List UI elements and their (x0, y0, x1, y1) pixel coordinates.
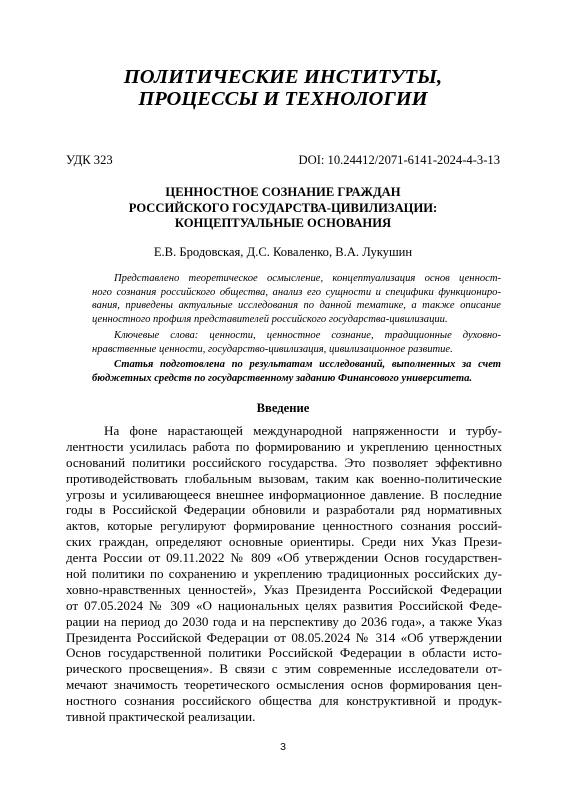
body-line: ховно-нравственных ценностей», Указ Президента Российской Федерации (66, 581, 502, 597)
body-line: ной политики по сохранению и укреплению традиционных российских ду- (66, 566, 502, 582)
authors: Е.В. Бродовская, Д.С. Коваленко, В.А. Лукушин (153, 245, 413, 259)
body-line: ских граждан, определяют основные ориентиры. Среди них Указ Прези- (66, 534, 502, 550)
abstract-line: Представлено теоретическое осмысление, концептуализация основ ценност- (114, 273, 501, 284)
abstract-line: ценностного профиля представителей российского государства-цивилизации. (92, 313, 448, 325)
body-paragraph (66, 423, 502, 725)
body-line: рического просвещения». В связи с этим современные исследователи от- (66, 661, 502, 677)
article-title (0, 185, 566, 232)
keywords (92, 329, 501, 356)
article-title-line: РОССИЙСКОГО ГОСУДАРСТВА-ЦИВИЛИЗАЦИИ: (128, 200, 438, 215)
abstract-line: вания, приведены актуальные исследования по данной тематике, а также описание (92, 300, 501, 312)
article-title-line: ЦЕННОСТНОЕ СОЗНАНИЕ ГРАЖДАН (165, 185, 401, 199)
abstract (92, 272, 501, 326)
body-line: годы в Российской Федерации обновили и разработали ряд нормативных (66, 502, 502, 518)
journal-title-line: ПОЛИТИЧЕСКИЕ ИНСТИТУТЫ, (123, 66, 443, 88)
body-line: оснований политики российского государства. Это позволяет эффективно (66, 454, 502, 470)
body-line: от 07.05.2024 № 309 «О национальных целях развития Российской Феде- (66, 597, 502, 613)
funding-note (92, 358, 501, 385)
body-line: ностного сознания российского общества для конструктивной и продук- (66, 693, 502, 709)
udc-code: УДК 323 (66, 153, 113, 167)
journal-title (0, 66, 566, 110)
body-line: угрозы и усиливающееся внешнее информационное давление. В последние (66, 486, 502, 502)
journal-title-line: ПРОЦЕССЫ И ТЕХНОЛОГИИ (138, 88, 428, 110)
body-line: рации на период до 2030 года и на перспективу до 2036 года», а также Указ (66, 613, 502, 629)
funding-line: Статья подготовлена по результатам исследований, выполненных за счет (114, 359, 501, 370)
doi: DOI: 10.24412/2071-6141-2024-4-3-13 (298, 153, 500, 167)
page-number: 3 (280, 741, 286, 753)
article-title-line: КОНЦЕПТУАЛЬНЫЕ ОСНОВАНИЯ (174, 216, 392, 230)
body-line: На фоне нарастающей международной напряженности и турбу- (104, 423, 502, 438)
body-line: Основ государственной политики Российской Федерации в области исто- (66, 645, 502, 661)
keywords-line: нравственные ценности, государство-цивилизация, цивилизационное развитие. (92, 343, 453, 355)
body-line: Президента Российской Федерации от 08.05.2024 № 314 «Об утверждении (66, 629, 502, 645)
body-line: тивной практической реализации. (66, 709, 256, 725)
body-line: актов, которые регулируют формирование ценностного сознания россий- (66, 518, 502, 534)
funding-line: бюджетных средств по государственному заданию Финансового университета. (92, 372, 473, 384)
section-heading: Введение (256, 401, 310, 415)
abstract-line: ного сознания российского общества, анализ его сущности и специфики функциониро- (92, 286, 501, 298)
body-line: лентности усилилась работа по формированию и укреплению ценностных (66, 438, 502, 454)
body-line: противодействовать глобальным вызовам, таким как военно-политические (66, 470, 502, 486)
body-line: дента России от 09.11.2022 № 809 «Об утверждении Основ государствен- (66, 550, 502, 566)
keywords-line: Ключевые слова: ценности, ценностное сознание, традиционные духовно- (114, 330, 501, 341)
body-line: мечают значимость теоретического осмысления основ формирования цен- (66, 677, 502, 693)
